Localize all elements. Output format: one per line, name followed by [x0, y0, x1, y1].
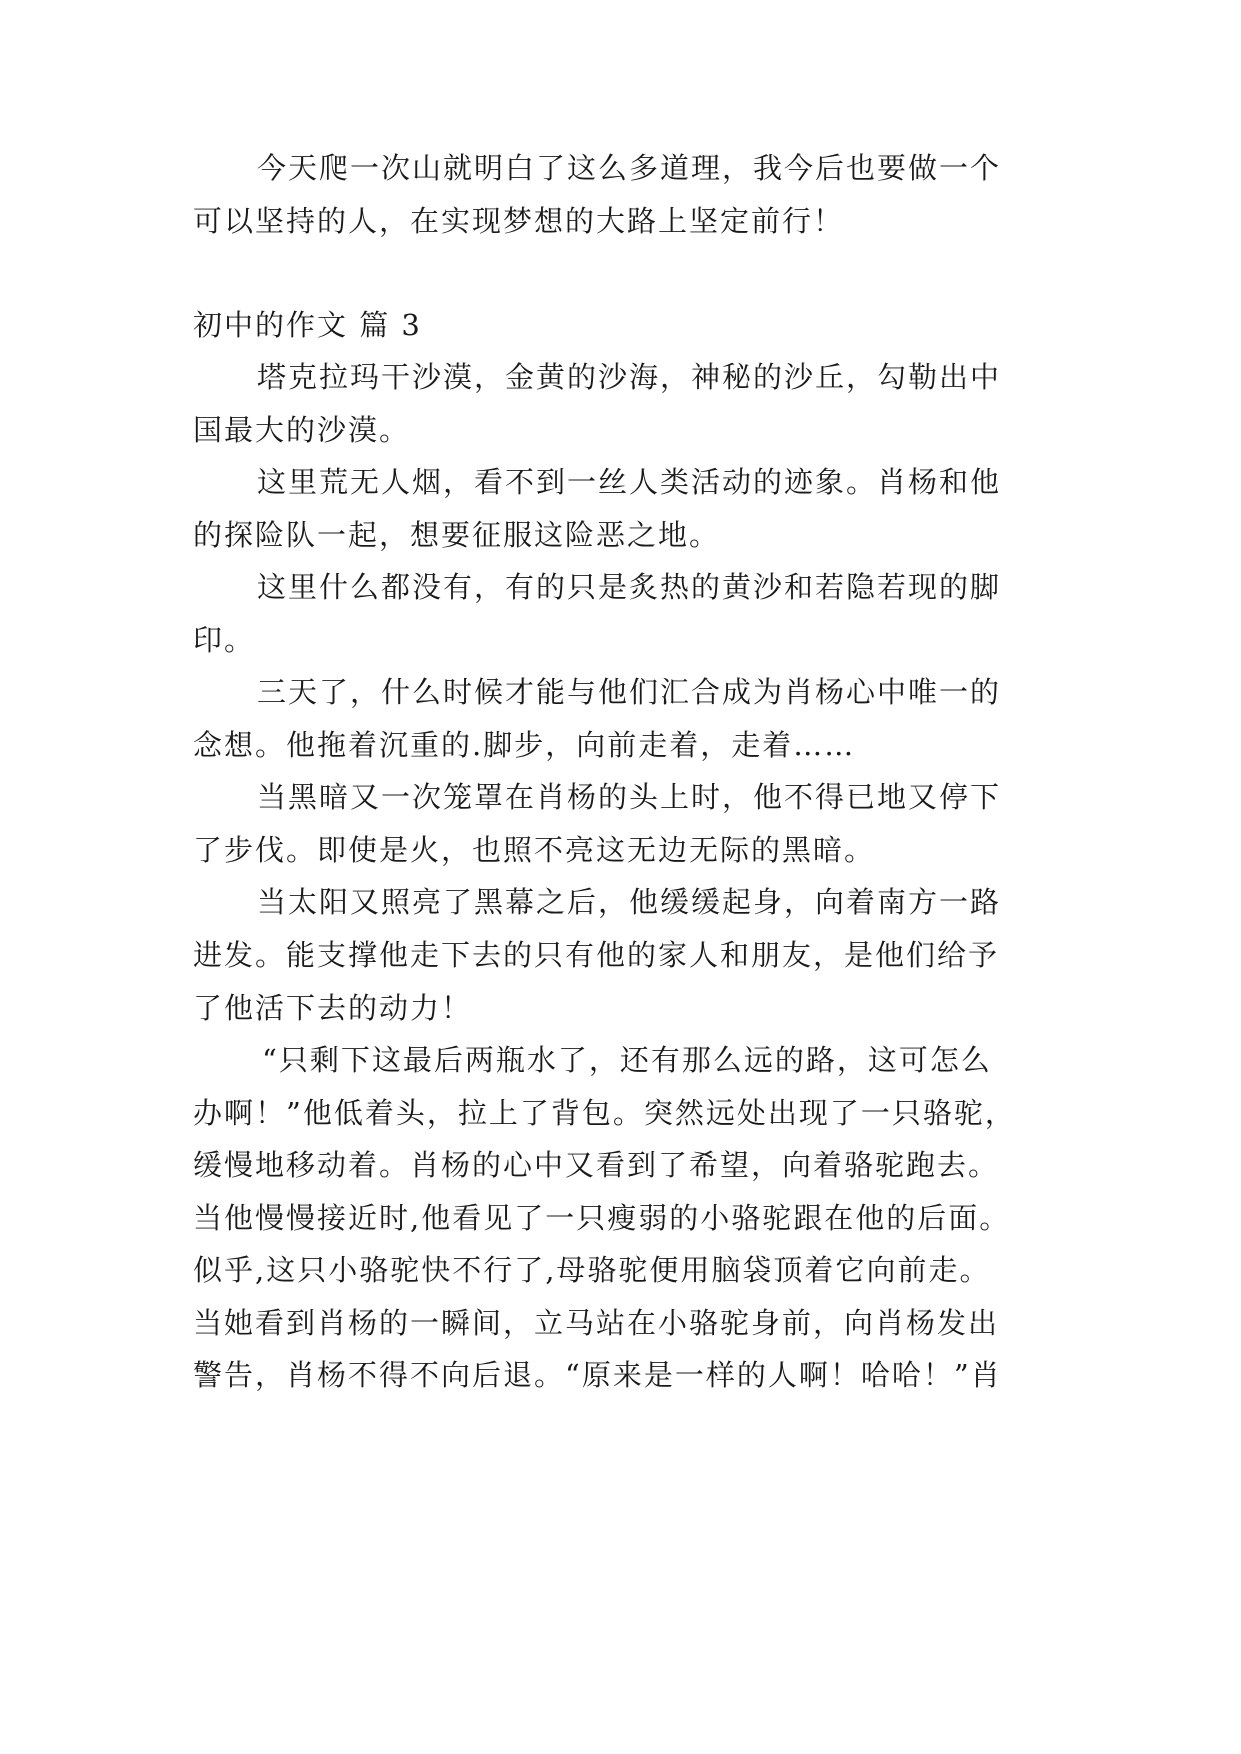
- paragraph-line: 的探险队一起，想要征服这险恶之地。: [193, 518, 721, 552]
- paragraph-line: 念想。他拖着沉重的.脚步，向前走着，走着……: [193, 728, 856, 762]
- paragraph-line: 国最大的沙漠。: [193, 413, 411, 447]
- paragraph-line: 了他活下去的动力！: [193, 991, 473, 1025]
- paragraph-line: 了步伐。即使是火，也照不亮这无边无际的黑暗。: [193, 833, 876, 867]
- section-heading: 初中的作文 篇 3: [193, 308, 422, 342]
- paragraph-line: 当太阳又照亮了黑幕之后，他缓缓起身，向着南方一路: [257, 885, 1002, 919]
- paragraph-line: 进发。能支撑他走下去的只有他的家人和朋友，是他们给予: [193, 938, 1000, 972]
- paragraph-line: 似乎,这只小骆驼快不行了,母骆驼便用脑袋顶着它向前走。: [193, 1253, 991, 1287]
- paragraph-line: 这里荒无人烟，看不到一丝人类活动的迹象。肖杨和他: [257, 465, 1002, 499]
- paragraph-line: 当他慢慢接近时,他看见了一只瘦弱的小骆驼跟在他的后面。: [193, 1201, 1011, 1235]
- paragraph-line: 这里什么都没有，有的只是炙热的黄沙和若隐若现的脚: [257, 570, 1002, 604]
- paragraph-line: “只剩下这最后两瓶水了，还有那么远的路，这可怎么: [262, 1043, 992, 1077]
- paragraph-line: 可以坚持的人，在实现梦想的大路上坚定前行！: [193, 204, 845, 238]
- paragraph-line: 塔克拉玛干沙漠，金黄的沙海，神秘的沙丘，勾勒出中: [257, 360, 1002, 394]
- paragraph-line: 当她看到肖杨的一瞬间，立马站在小骆驼身前，向肖杨发出: [193, 1306, 1000, 1340]
- paragraph-line: 三天了，什么时候才能与他们汇合成为肖杨心中唯一的: [257, 675, 1002, 709]
- paragraph-line: 印。: [193, 623, 256, 657]
- paragraph-line: 当黑暗又一次笼罩在肖杨的头上时，他不得已地又停下: [257, 780, 1002, 814]
- paragraph-line: 办啊！”他低着头，拉上了背包。突然远处出现了一只骆驼，: [193, 1096, 1016, 1130]
- paragraph-line: 今天爬一次山就明白了这么多道理，我今后也要做一个: [257, 151, 1002, 185]
- paragraph-line: 警告，肖杨不得不向后退。“原来是一样的人啊！哈哈！”肖: [193, 1358, 1002, 1392]
- paragraph-line: 缓慢地移动着。肖杨的心中又看到了希望，向着骆驼跑去。: [193, 1148, 1000, 1182]
